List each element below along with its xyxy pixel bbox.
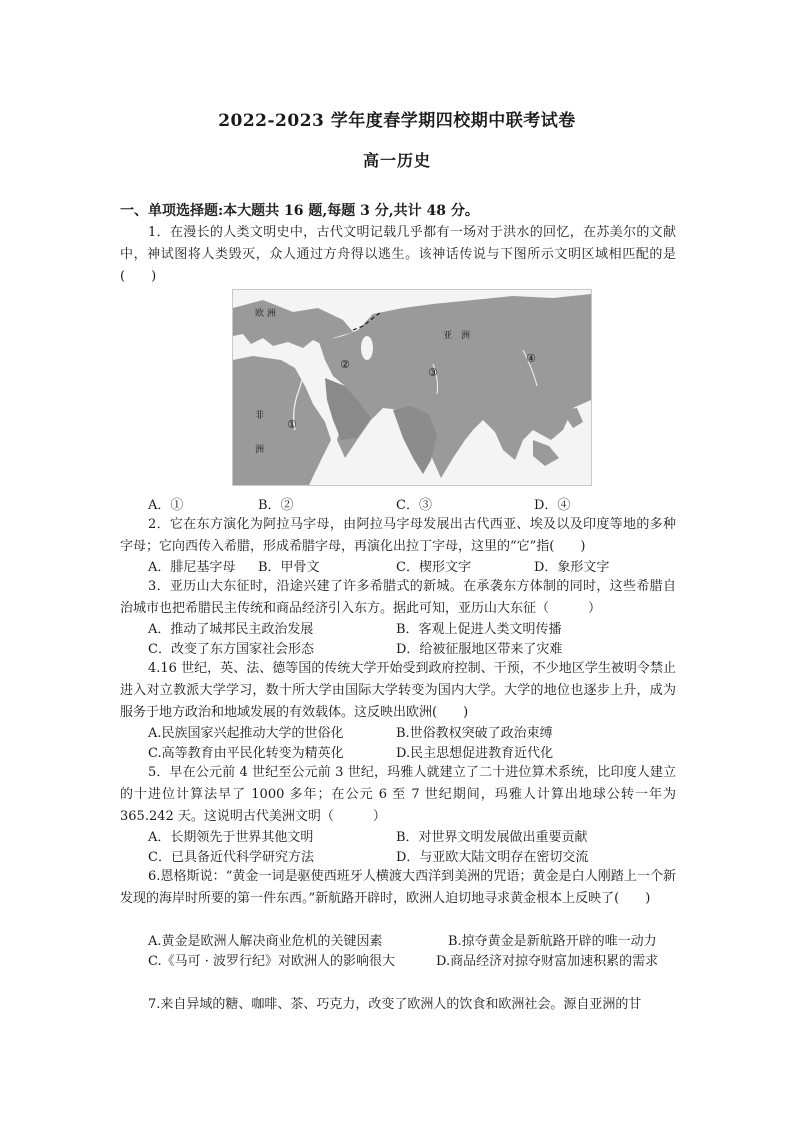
q3-option-a: A．推动了城邦民主政治发展: [148, 622, 314, 637]
question-7-stem: 7.来自异域的糖、咖啡、茶、巧克力，改变了欧洲人的饮食和欧洲社会。源自亚洲的甘: [148, 997, 642, 1012]
map-label-africa-2: 洲: [255, 445, 265, 455]
question-3-stem: 3．亚历山大东征时，沿途兴建了许多希腊式的新城。在承袭东方体制的同时，这些希腊自治城市也把希腊民主传统和商品经济引入东方。据此可知，亚历山大东征（ ）: [120, 579, 676, 616]
map-label-asia: 亚 洲: [443, 331, 471, 341]
q3-option-d: D．给被征服地区带来了灾难: [396, 642, 563, 657]
question-2-stem: 2．它在东方演化为阿拉马字母，由阿拉马字母发展出古代西亚、埃及以及印度等地的多种字母；它向西传入希腊，形成希腊字母，再演化出拉丁字母，这里的“它”指( ): [120, 517, 676, 554]
q4-option-c: C.高等教育由平民化转变为精英化: [148, 746, 344, 761]
q3-option-b: B．客观上促进人类文明传播: [396, 622, 562, 637]
exam-title: 2022-2023 学年度春学期四校期中联考试卷: [218, 111, 576, 131]
q1-option-d: D．④: [534, 498, 571, 513]
map-label-europe: 欧 洲: [255, 309, 276, 319]
q2-option-a: A．腓尼基字母: [148, 560, 236, 575]
map-marker-4: ④: [526, 352, 536, 365]
q6-option-d: D.商品经济对掠夺财富加速积累的需求: [436, 954, 659, 969]
q5-option-c: C．已具备近代科学研究方法: [148, 850, 314, 865]
section-heading: 一、单项选择题:本大题共 16 题,每题 3 分,共计 48 分。: [120, 203, 479, 219]
q1-option-b: B．②: [258, 498, 294, 513]
question-1-stem: 1．在漫长的人类文明史中，古代文明记载几乎都有一场对于洪水的回忆，在苏美尔的文献中，神试图将人类毁灭，众人通过方舟得以逃生。该神话传说与下图所示文明区域相匹配的是( ): [120, 225, 676, 284]
q3-option-c: C．改变了东方国家社会形态: [148, 642, 314, 657]
map-marker-2: ②: [340, 358, 350, 371]
q6-option-c: C.《马可 · 波罗行纪》对欧洲人的影响很大: [148, 954, 396, 969]
map-label-africa-1: 非: [255, 411, 265, 421]
q6-option-b: B.掠夺黄金是新航路开辟的唯一动力: [448, 934, 657, 949]
question-5-stem: 5．早在公元前 4 世纪至公元前 3 世纪，玛雅人就建立了二十进位算术系统，比印度人建立的十进位计算法早了 1000 多年；在公元 6 至 7 世纪期间，玛雅人计算出地球公转一年为 365.242 天。这说明古代美洲文明（ ）: [120, 765, 676, 824]
q5-option-b: B．对世界文明发展做出重要贡献: [396, 830, 588, 845]
q5-option-a: A．长期领先于世界其他文明: [148, 830, 314, 845]
q1-option-a: A．①: [148, 498, 184, 513]
question-4-stem: 4.16 世纪，英、法、德等国的传统大学开始受到政府控制、干预，不少地区学生被明令禁止进入对立教派大学学习，数十所大学由国际大学转变为国内大学。大学的地位也逐步上升，成为服务于地方政治和地域发展的有效载体。这反映出欧洲( ): [120, 661, 676, 720]
q1-option-c: C．③: [396, 498, 432, 513]
q2-option-c: C．楔形文字: [396, 560, 471, 575]
q4-option-d: D.民主思想促进教育近代化: [396, 746, 554, 761]
q5-option-d: D．与亚欧大陆文明存在密切交流: [396, 850, 589, 865]
q4-option-b: B.世俗教权突破了政治束缚: [396, 726, 553, 741]
q6-option-a: A.黄金是欧洲人解决商业危机的关键因素: [148, 934, 383, 949]
q4-option-a: A.民族国家兴起推动大学的世俗化: [148, 726, 344, 741]
q2-option-b: B．甲骨文: [258, 560, 320, 575]
q2-option-d: D．象形文字: [534, 560, 610, 575]
map-marker-1: ①: [287, 418, 297, 431]
exam-subtitle: 高一历史: [362, 151, 431, 170]
question-1-map: [232, 289, 592, 486]
map-marker-3: ③: [428, 366, 438, 379]
question-6-stem: 6.恩格斯说：“黄金一词是驱使西班牙人横渡大西洋到美洲的咒语；黄金是白人刚踏上一个新发现的海岸时所要的第一件东西。”新航路开辟时，欧洲人迫切地寻求黄金根本上反映了( ): [120, 869, 676, 906]
